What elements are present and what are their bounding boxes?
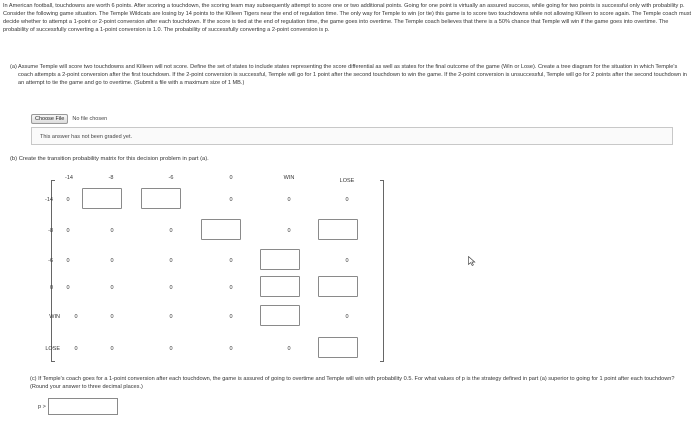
- matrix-input-box[interactable]: [318, 219, 358, 240]
- part-b-text: (b) Create the transition probability matrix for this decision problem in part (a).: [10, 156, 209, 162]
- matrix-input-box[interactable]: [318, 276, 358, 297]
- matrix-right-bracket: [380, 180, 384, 362]
- p-answer-row: [38, 398, 118, 415]
- matrix-cell: 0: [110, 285, 114, 291]
- matrix-cell: 0: [66, 228, 70, 234]
- row-label: -14: [45, 197, 53, 203]
- row-label: -6: [48, 258, 53, 264]
- row-label: LOSE: [45, 346, 60, 352]
- matrix-cell: 0: [110, 228, 114, 234]
- choose-file-button[interactable]: Choose File: [31, 114, 68, 124]
- matrix-cell: 0: [169, 314, 173, 320]
- part-c-text: (c) If Temple's coach goes for a 1-point conversion after each touchdown, the game is assured of going to overtime and Temple will win with probability 0.5. For what values of p is the strategy defined in part (a) superior to going for 1 point after each touchdown? (Round your answer to three decimal places.): [30, 376, 675, 390]
- row-label: -8: [48, 228, 53, 234]
- matrix-cell: 0: [66, 197, 70, 203]
- col-header: LOSE: [339, 178, 355, 184]
- matrix-cell: 0: [229, 258, 233, 264]
- col-header: WIN: [283, 175, 295, 181]
- mouse-cursor-icon: [468, 256, 476, 266]
- matrix-cell: 0: [74, 346, 78, 352]
- matrix-cell: 0: [66, 258, 70, 264]
- matrix-cell: 0: [74, 314, 78, 320]
- matrix-cell: 0: [110, 258, 114, 264]
- graded-status-text: This answer has not been graded yet.: [40, 134, 133, 140]
- matrix-cell: 0: [110, 346, 114, 352]
- matrix-cell: 0: [169, 285, 173, 291]
- part-a-text: Assume Temple will score two touchdowns and Killeen will not score. Define the set of states to include states representing the score differential as well as states for the final outcome of the game (Win or Lose). Create a tree diagram for the situation in which Temple's coach attempts a 2-point conversion after the first touchdown. If the 2-point conversion is successful, Temple will go for 1 point after the second touchdown to win the game. If the 2-point conversion is unsuccessful, Temple will go for 2 points after the second touchdown in an attempt to tie the game and go to overtime. (Submit a file with a maximum size of 1 MB.): [18, 64, 687, 86]
- matrix-left-bracket: [51, 180, 55, 362]
- col-header: -14: [65, 175, 73, 181]
- problem-intro: In American football, touchdowns are worth 6 points. After scoring a touchdown, the scoring team may subsequently attempt to score one or two additional points. Going for one point is virtually an assured success, while going for two points is successful only with probability p. Consider the following game situation. The Temple Wildcats are losing by 14 points to the Killeen Tigers near the end of regulation time. The only way for Temple to win (or tie) this game is to score two touchdowns while not allowing Killeen to score again. The Temple coach must decide whether to attempt a 1-point or 2-point conversion after each touchdown. If the score is tied at the end of regulation time, the game goes into overtime. The Temple coach believes that there is a 50% chance that Temple will win if the game goes into overtime. The probability of successfully converting a 1-point conversion is 1.0. The probability of successfully converting a 2-point conversion is p.: [3, 3, 692, 33]
- matrix-input-box[interactable]: [260, 276, 300, 297]
- matrix-cell: 0: [110, 314, 114, 320]
- matrix-cell: 0: [229, 314, 233, 320]
- matrix-input-box[interactable]: [318, 337, 358, 358]
- matrix-input-box[interactable]: [141, 188, 181, 209]
- matrix-cell: 0: [229, 285, 233, 291]
- matrix-cell: 0: [169, 228, 173, 234]
- file-upload-row: [31, 114, 107, 124]
- p-label: p >: [38, 403, 46, 410]
- matrix-cell: 0: [66, 285, 70, 291]
- matrix-cell: 0: [287, 346, 291, 352]
- col-header: -6: [168, 175, 174, 181]
- matrix-cell: 0: [287, 197, 291, 203]
- part-a: [10, 64, 692, 86]
- matrix-cell: 0: [345, 258, 349, 264]
- graded-status-box: [31, 127, 673, 145]
- row-label: WIN: [49, 314, 60, 320]
- col-header: -8: [108, 175, 114, 181]
- matrix-cell: 0: [229, 346, 233, 352]
- matrix-input-box[interactable]: [260, 305, 300, 326]
- row-label: 0: [49, 285, 53, 291]
- matrix-cell: 0: [169, 258, 173, 264]
- matrix-input-box[interactable]: [201, 219, 241, 240]
- matrix-input-box[interactable]: [260, 249, 300, 270]
- matrix-cell: 0: [345, 197, 349, 203]
- matrix-input-box[interactable]: [82, 188, 122, 209]
- col-header: 0: [229, 175, 233, 181]
- no-file-label: No file chosen: [72, 116, 108, 122]
- matrix-cell: 0: [229, 197, 233, 203]
- matrix-cell: 0: [287, 228, 291, 234]
- matrix-cell: 0: [169, 346, 173, 352]
- p-answer-input[interactable]: [48, 398, 118, 415]
- matrix-cell: 0: [345, 314, 349, 320]
- part-a-tag: (a): [10, 64, 17, 70]
